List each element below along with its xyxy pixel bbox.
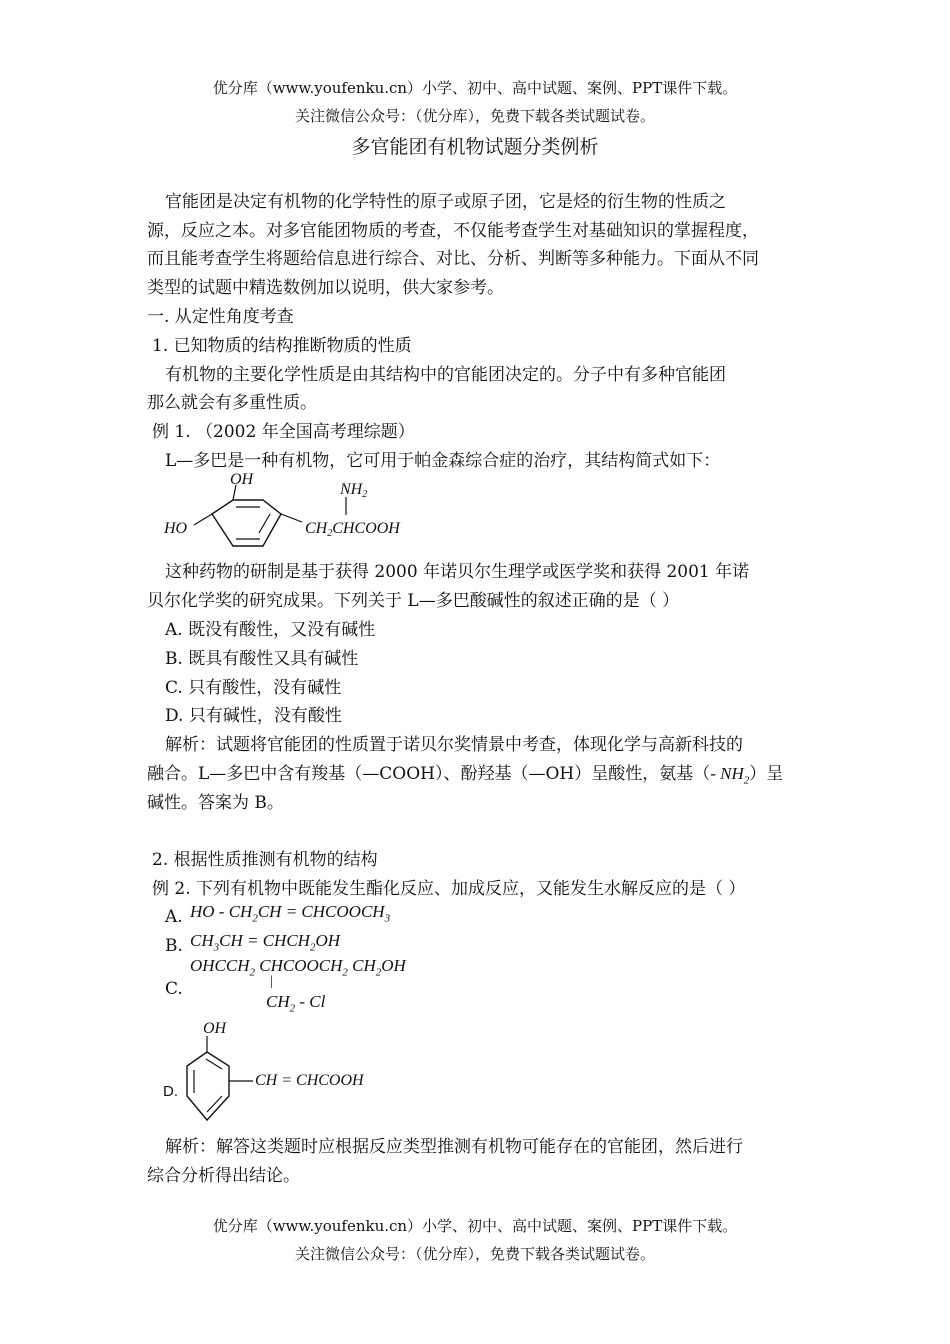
intro-line-2: 源，反应之本。对多官能团物质的考查，不仅能考查学生对基础知识的掌握程度，	[147, 221, 759, 241]
example-1-label: 例 1. （2002 年全国高考理综题）	[152, 422, 415, 442]
dopa-side-chain-label: CH2CHCOOH	[305, 520, 400, 539]
header-line-1: 优分库（www.youfenku.cn）小学、初中、高中试题、案例、PPT课件下载。	[212, 79, 738, 97]
example-2-analysis-1: 解析：解答这类题时应根据反应类型推测有机物可能存在的官能团，然后进行	[165, 1137, 743, 1157]
section-1-heading: 一. 从定性角度考查	[147, 307, 294, 327]
ex2-option-d-label: D.	[163, 1083, 178, 1100]
ex2-option-d-structure	[175, 1016, 405, 1131]
l-dopa-structure	[160, 470, 420, 555]
intro-line-4: 类型的试题中精选数例加以说明，供大家参考。	[147, 278, 504, 298]
example-1-analysis-2: 融合。L—多巴中含有羧基（—COOH）、酚羟基（—OH）呈酸性，氨基（- $NH_2$）呈	[147, 764, 784, 787]
ex2-option-b-label: B.	[165, 936, 183, 956]
option-c: C. 只有酸性，没有碱性	[165, 678, 342, 698]
option-d-chain-label: CH = CHCOOH	[255, 1072, 364, 1089]
subsection-1-text-1: 有机物的主要化学性质是由其结构中的官能团决定的。分子中有多种官能团	[165, 365, 726, 385]
ex2-option-c-label: C.	[165, 979, 183, 999]
example-1-text-2: 贝尔化学奖的研究成果。下列关于 L—多巴酸碱性的叙述正确的是（ ）	[147, 591, 680, 611]
dopa-nh2-label: NH2	[340, 481, 368, 500]
example-1-analysis-3: 碱性。答案为 B。	[147, 793, 284, 813]
subsection-2-heading: 2. 根据性质推测有机物的结构	[152, 850, 378, 870]
dopa-oh-label: OH	[230, 471, 254, 488]
ex2-option-b-formula: $CH_3CH$ = $CHCH_2OH$	[190, 931, 341, 954]
footer-line-2: 关注微信公众号：（优分库），免费下载各类试题试卷。	[294, 1245, 655, 1263]
dopa-ho-label: HO	[164, 520, 188, 537]
example-2-stem: 例 2. 下列有机物中既能发生酯化反应、加成反应，又能发生水解反应的是（ ）	[152, 879, 746, 899]
page-title: 多官能团有机物试题分类例析	[351, 136, 599, 158]
example-2-analysis-2: 综合分析得出结论。	[147, 1166, 300, 1186]
option-d-oh-label: OH	[203, 1020, 227, 1037]
ex2-option-c-branch: $CH_2$ - Cl	[266, 992, 326, 1015]
example-1-stem: L—多巴是一种有机物，它可用于帕金森综合症的治疗，其结构简式如下：	[165, 451, 721, 471]
ex2-option-a-label: A.	[165, 907, 183, 927]
intro-line-3: 而且能考查学生将题给信息进行综合、对比、分析、判断等多种能力。下面从不同	[147, 249, 759, 269]
ex2-option-c-bond: |	[270, 974, 273, 989]
subsection-1-heading: 1. 已知物质的结构推断物质的性质	[152, 336, 412, 356]
option-b: B. 既具有酸性又具有碱性	[165, 649, 359, 669]
ex2-option-a-formula: HO - $CH_2CH$ = $CHCOOCH_3$	[190, 902, 391, 925]
header-line-2: 关注微信公众号：（优分库），免费下载各类试题试卷。	[294, 107, 655, 125]
option-d: D. 只有碱性，没有酸性	[165, 706, 342, 726]
ex2-option-c-formula: $OHCCH_2$ $CHCOOCH_2$ $CH_2OH$	[190, 956, 406, 979]
intro-line-1: 官能团是决定有机物的化学特性的原子或原子团，它是烃的衍生物的性质之	[165, 192, 726, 212]
example-1-analysis-1: 解析：试题将官能团的性质置于诺贝尔奖情景中考查，体现化学与高新科技的	[165, 735, 743, 755]
option-a: A. 既没有酸性，又没有碱性	[165, 620, 376, 640]
example-1-text-1: 这种药物的研制是基于获得 2000 年诺贝尔生理学或医学奖和获得 2001 年诺	[165, 562, 750, 582]
footer-line-1: 优分库（www.youfenku.cn）小学、初中、高中试题、案例、PPT课件下载。	[212, 1217, 738, 1235]
subsection-1-text-2: 那么就会有多重性质。	[147, 393, 317, 413]
